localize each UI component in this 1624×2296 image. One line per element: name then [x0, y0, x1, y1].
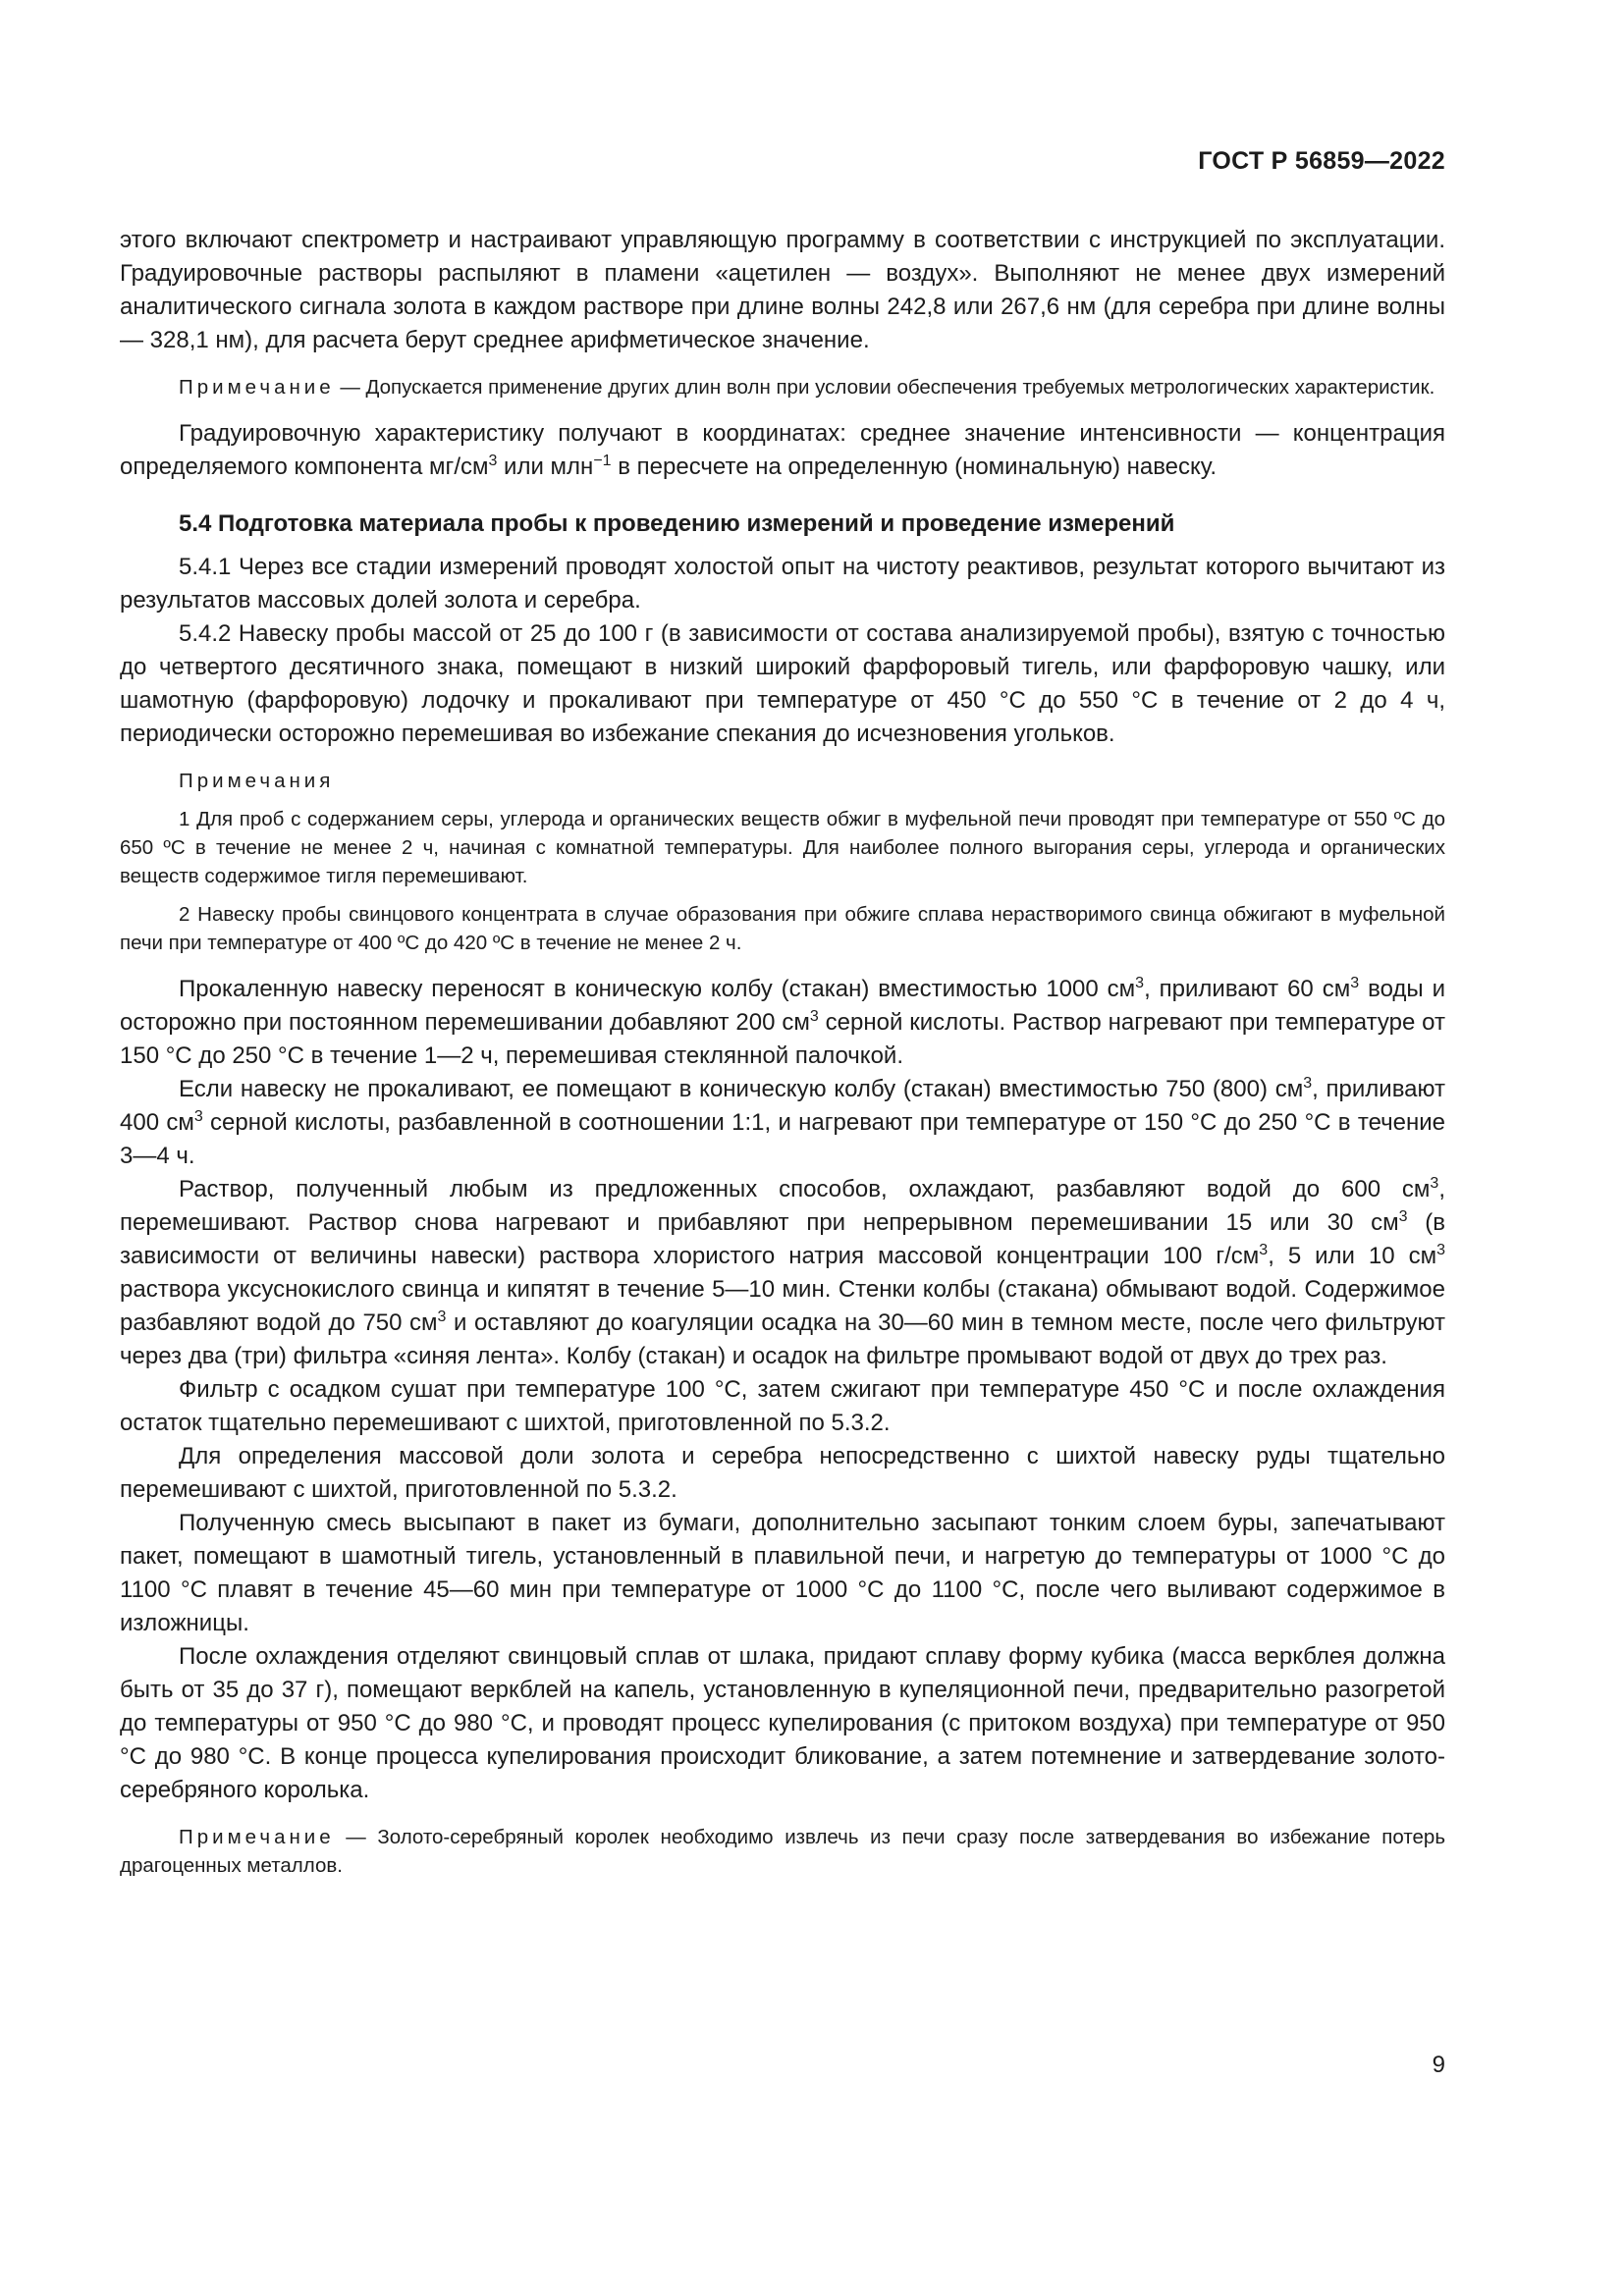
note-text: — Золото-серебряный королек необходимо извлечь из печи сразу после затвердевания во избежание потерь драгоценных металлов. [120, 1826, 1445, 1877]
paragraph-continuation: этого включают спектрометр и настраивают управляющую программу в соответствии с инструкцией по эксплуатации. Градуировочные растворы распыляют в пламени «ацетилен — воздух». Выполняют не менее двух измерений аналитического сигнала золота в каждом растворе при длине волны 242,8 или 267,6 нм (для серебра при длине волны — 328,1 нм), для расчета берут среднее арифметическое значение. [120, 227, 1445, 353]
superscript: 3 [488, 453, 498, 469]
page-content [120, 224, 1445, 1880]
text-run: или млн [497, 454, 594, 480]
document-code-header: ГОСТ Р 56859—2022 [1198, 147, 1445, 175]
paragraph-5-4-1: 5.4.1 Через все стадии измерений проводят холостой опыт на чистоту реактивов, результат которого вычитают из результатов массовых долей золота и серебра. [120, 554, 1445, 614]
paragraph-mass-fraction: Для определения массовой доли золота и серебра непосредственно с шихтой навеску руды тщательно перемешивают с шихтой, приготовленной по 5.3.2. [120, 1443, 1445, 1503]
paragraph-uncalcined-sample [120, 1073, 1445, 1173]
note-label: Примечание [179, 376, 335, 399]
note-final [120, 1823, 1445, 1880]
note-item-1: 1 Для проб с содержанием серы, углерода и органических веществ обжиг в муфельной печи проводят при температуре от 550 ºC до 650 ºC в течение не менее 2 ч, начиная с комнатной температуры. Для наиболее полного выгорания серы, углерода и органических веществ содержимое тигля перемешивают. [120, 808, 1445, 887]
note-text: — Допускается применение других длин волн при условии обеспечения требуемых метрологических характеристик. [334, 376, 1435, 399]
superscript: 3 [193, 1108, 203, 1125]
page-number: 9 [1432, 2052, 1445, 2078]
text-run: воды и осторожно при постоянном перемешивании добавляют 200 см [120, 976, 1445, 1036]
superscript: 3 [1436, 1242, 1446, 1258]
text-run: Раствор, полученный любым из предложенных способов, охлаждают, разбавляют водой до 600 см [179, 1176, 1431, 1202]
paragraph-5-4-2: 5.4.2 Навеску пробы массой от 25 до 100 г (в зависимости от состава анализируемой пробы), взятую с точностью до четвертого десятичного знака, помещают в низкий широкий фарфоровый тигель, или фарфоровую чашку, или шамотную (фарфоровую) лодочку и прокаливают при температуре от 450 °C до 550 °C в течение от 2 до 4 ч, периодически осторожно перемешивая во избежание спекания до исчезновения угольков. [120, 620, 1445, 747]
superscript: 3 [1303, 1075, 1313, 1092]
superscript: 3 [1430, 1175, 1439, 1192]
superscript: 3 [1259, 1242, 1269, 1258]
superscript: 3 [1350, 975, 1360, 991]
text-run: Градуировочную характеристику получают в координатах: среднее значение интенсивности — концентрация определяемого компонента мг/см [120, 420, 1445, 480]
superscript: 3 [1398, 1208, 1408, 1225]
text-run: и оставляют до коагуляции осадка на 30—60 мин в темном месте, после чего фильтруют через два (три) фильтра «синяя лента». Колбу (стакан) и осадок на фильтре промывают водой от двух до трех раз. [120, 1309, 1445, 1369]
paragraph-calibration [120, 417, 1445, 484]
text-run: в пересчете на определенную (номинальную) навеску. [611, 454, 1218, 480]
text-run: , приливают 60 см [1144, 976, 1351, 1002]
text-run: серной кислоты. Раствор нагревают при температуре от 150 °C до 250 °C в течение 1—2 ч, перемешивая стеклянной палочкой. [120, 1009, 1445, 1069]
superscript: 3 [1135, 975, 1145, 991]
text-run: серной кислоты, разбавленной в соотношении 1:1, и нагревают при температуре от 150 °C до 250 °C в течение 3—4 ч. [120, 1109, 1445, 1169]
text-run: , 5 или 10 см [1268, 1243, 1437, 1269]
text-run: Если навеску не прокаливают, ее помещают в коническую колбу (стакан) вместимостью 750 (800) см [179, 1076, 1304, 1102]
text-run: (в зависимости от величины навески) раствора хлористого натрия массовой концентрации 100 г/см [120, 1209, 1445, 1269]
text-run: , приливают 400 см [120, 1076, 1445, 1136]
superscript: 3 [437, 1308, 447, 1325]
paragraph-melting: Полученную смесь высыпают в пакет из бумаги, дополнительно засыпают тонким слоем буры, запечатывают пакет, помещают в шамотный тигель, установленный в плавильной печи, и нагретую до температуры от 1000 °C до 1100 °C плавят в течение 45—60 мин при температуре от 1000 °C до 1100 °C, после чего выливают содержимое в изложницы. [120, 1510, 1445, 1636]
notes-heading [120, 767, 1445, 795]
note-label: Примечание [179, 1826, 335, 1848]
note-wavelengths [120, 373, 1445, 401]
paragraph-calcined-sample [120, 973, 1445, 1073]
text-run: раствора уксуснокислого свинца и кипятят в течение 5—10 мин. Стенки колбы (стакана) обмывают водой. Содержимое разбавляют водой до 750 см [120, 1276, 1445, 1336]
text-run: , перемешивают. Раствор снова нагревают и прибавляют при непрерывном перемешивании 15 или 30 см [120, 1176, 1445, 1236]
section-heading-5-4: 5.4 Подготовка материала пробы к проведению измерений и проведение измерений [179, 510, 1175, 537]
note-item-2: 2 Навеску пробы свинцового концентрата в случае образования при обжиге сплава нерастворимого свинца обжигают в муфельной печи при температуре от 400 ºC до 420 ºC в течение не менее 2 ч. [120, 903, 1445, 954]
notes-label: Примечания [179, 770, 335, 792]
superscript: −1 [593, 453, 612, 469]
paragraph-solution [120, 1173, 1445, 1373]
paragraph-cupellation: После охлаждения отделяют свинцовый сплав от шлака, придают сплаву форму кубика (масса веркблея должна быть от 35 до 37 г), помещают веркблей на капель, установленную в купеляционной печи, предварительно разогретой до температуры от 950 °C до 980 °C, и проводят процесс купелирования (с притоком воздуха) при температуре от 950 °C до 980 °C. В конце процесса купелирования происходит бликование, а затем потемнение и затвердевание золото-серебряного королька. [120, 1643, 1445, 1803]
paragraph-filter: Фильтр с осадком сушат при температуре 100 °C, затем сжигают при температуре 450 °C и после охлаждения остаток тщательно перемешивают с шихтой, приготовленной по 5.3.2. [120, 1376, 1445, 1436]
superscript: 3 [809, 1008, 819, 1025]
text-run: Прокаленную навеску переносят в коническую колбу (стакан) вместимостью 1000 см [179, 976, 1136, 1002]
